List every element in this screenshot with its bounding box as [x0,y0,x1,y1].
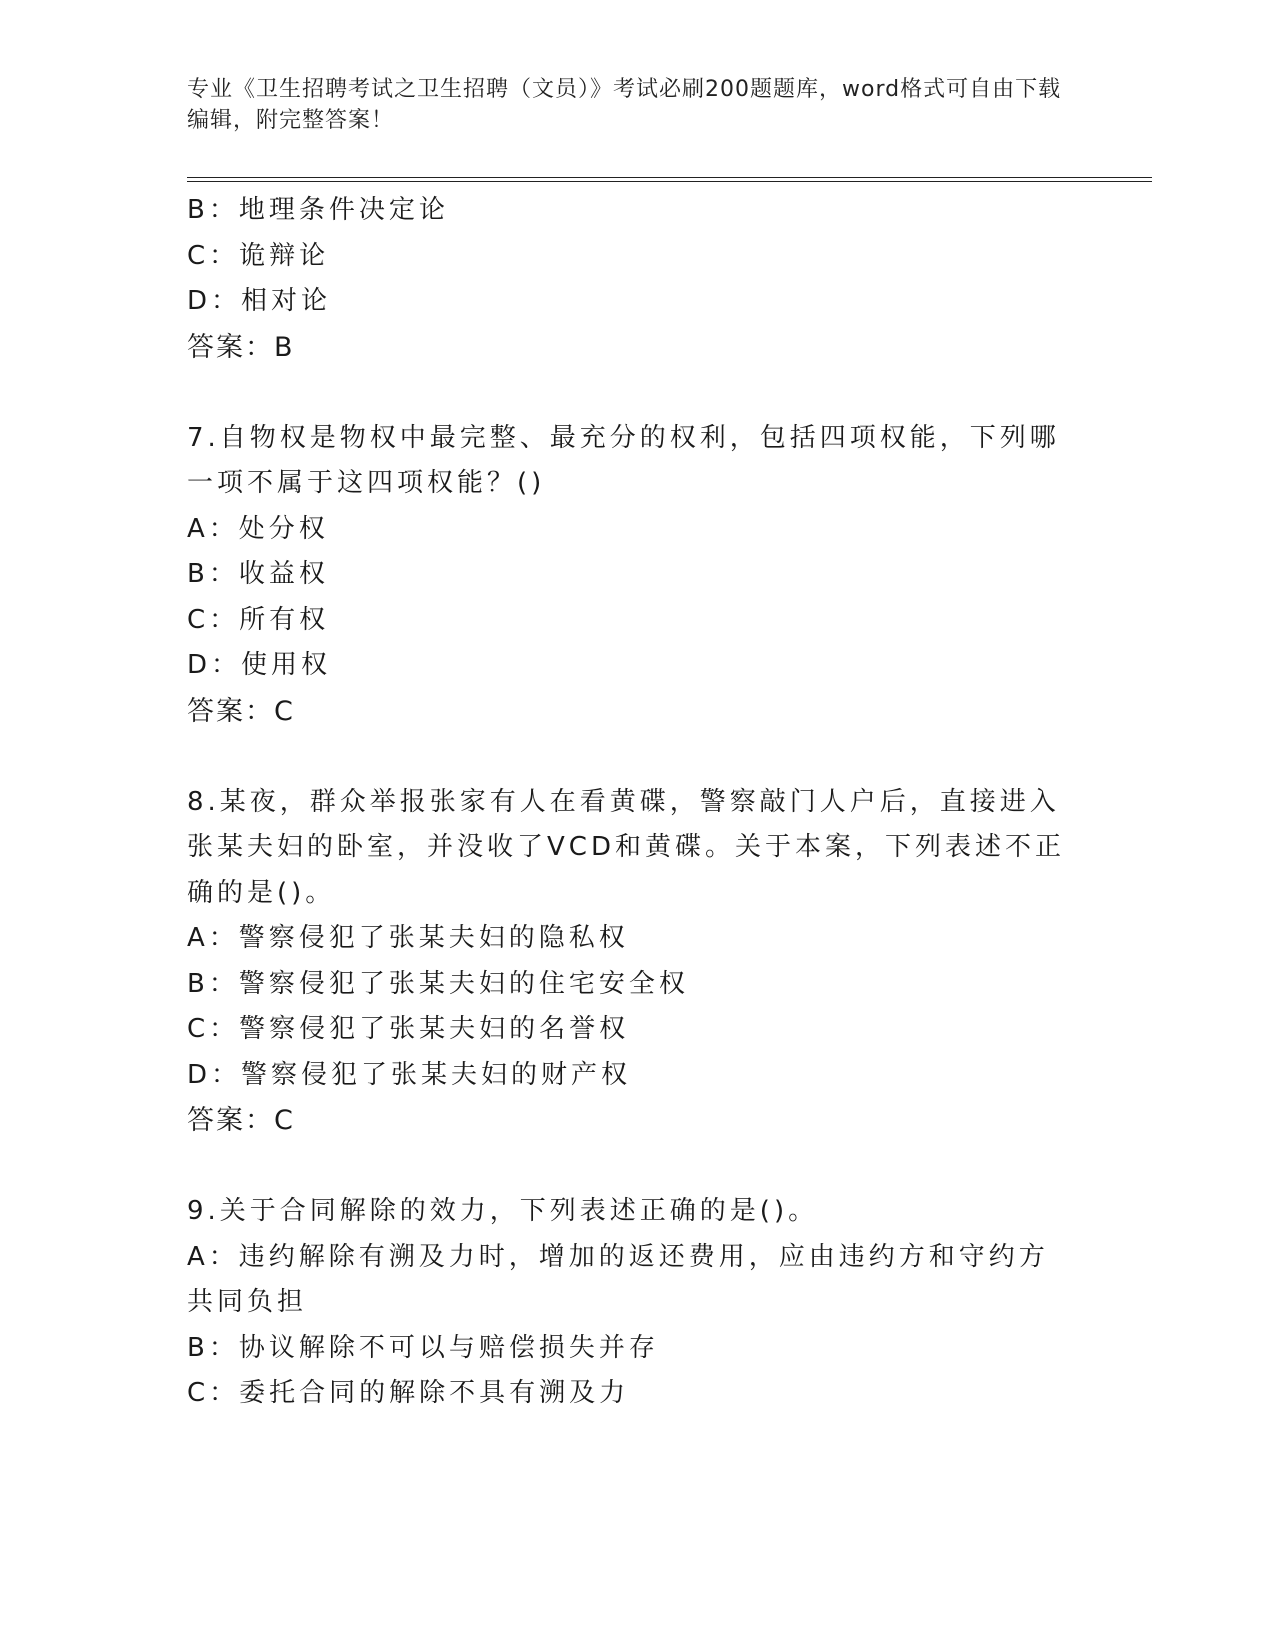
q7-option-a: A：处分权 [187,513,329,544]
q9-option-a: A：违约解除有溯及力时，增加的返还费用，应由违约方和守约方共同负担 [187,1241,1049,1317]
question-content [187,188,1077,1417]
q7-option-d: D：使用权 [187,650,332,680]
header-rule-top [187,177,1152,178]
q7-answer: 答案：C [187,695,295,727]
spacer [187,735,1077,780]
q6-option-c: C：诡辩论 [187,240,330,271]
q7-option-b: B：收益权 [187,559,329,589]
q7-stem: 7.自物权是物权中最完整、最充分的权利，包括四项权能，下列哪一项不属于这四项权能？() [187,422,1060,498]
q6-option-d: D：相对论 [187,286,332,316]
q8-stem: 8.某夜，群众举报张家有人在看黄碟，警察敲门人户后，直接进入张某夫妇的卧室，并没收了VCD和黄碟。关于本案，下列表述不正确的是()。 [187,786,1065,908]
q9-option-b: B：协议解除不可以与赔偿损失并存 [187,1332,659,1363]
q6-answer: 答案：B [187,331,295,363]
header-rule-bottom [187,181,1152,182]
q9-option-c: C：委托合同的解除不具有溯及力 [187,1378,630,1408]
q8-option-c: C：警察侵犯了张某夫妇的名誉权 [187,1014,630,1044]
q8-option-d: D：警察侵犯了张某夫妇的财产权 [187,1059,632,1090]
q8-answer: 答案：C [187,1105,295,1136]
q9-stem: 9.关于合同解除的效力，下列表述正确的是()。 [187,1196,819,1226]
document-header: 专业《卫生招聘考试之卫生招聘（文员）》考试必刷200题题库，word格式可自由下载编辑，附完整答案！ [187,77,1062,133]
spacer [187,371,1077,416]
spacer [187,1144,1077,1189]
q8-option-b: B：警察侵犯了张某夫妇的住宅安全权 [187,968,689,999]
q7-option-c: C：所有权 [187,604,330,635]
q6-option-b: B：地理条件决定论 [187,195,449,225]
q8-option-a: A：警察侵犯了张某夫妇的隐私权 [187,923,629,953]
